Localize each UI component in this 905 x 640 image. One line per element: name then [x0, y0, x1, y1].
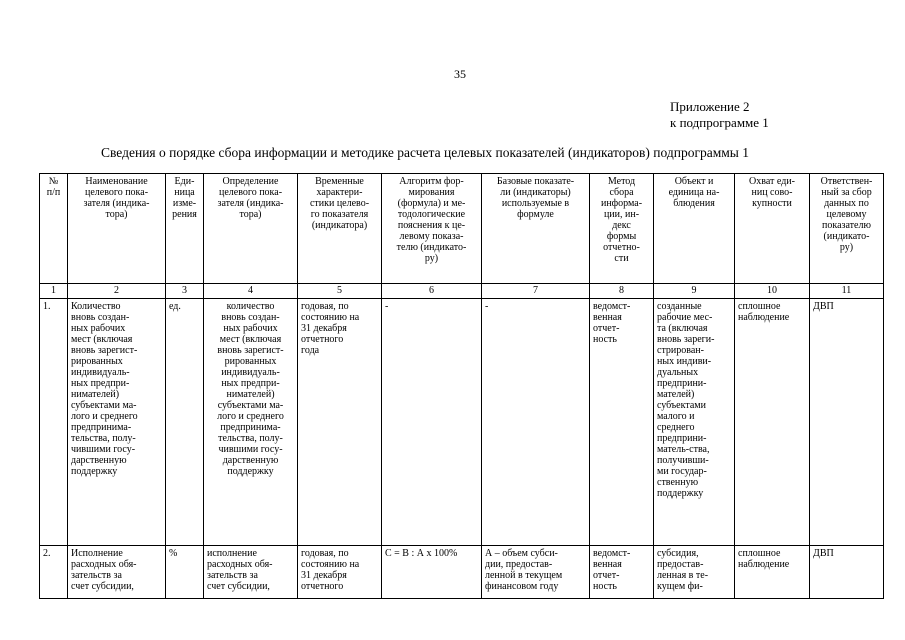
column-number: 8	[590, 284, 654, 299]
column-number: 1	[40, 284, 68, 299]
unit-of-measure: ед.	[166, 299, 204, 546]
column-number: 9	[654, 284, 735, 299]
indicator-definition: количество вновь создан- ных рабочих мест (включая вновь зарегист- рированных индивидуаль- ных предпри- нимателей) субъектами ма- лого и среднего предпринима- тельства, полу- чившими госу- дарственную поддержку	[204, 299, 298, 546]
unit-of-measure: %	[166, 546, 204, 599]
coverage: сплошное наблюдение	[735, 546, 810, 599]
header-cell: Объект и единица на- блюдения	[654, 174, 735, 284]
column-number-row	[40, 284, 884, 299]
row-number: 1.	[40, 299, 68, 546]
collection-method: ведомст- венная отчет- ность	[590, 546, 654, 599]
column-number: 7	[482, 284, 590, 299]
column-number: 5	[298, 284, 382, 299]
base-indicators: А – объем субси- дии, предостав- ленной в текущем финансовом году	[482, 546, 590, 599]
collection-method: ведомст- венная отчет- ность	[590, 299, 654, 546]
table-row	[40, 299, 884, 546]
base-indicators: -	[482, 299, 590, 546]
responsible: ДВП	[810, 299, 884, 546]
header-cell: Ответствен- ный за сбор данных по целевому показателю (индикато- ру)	[810, 174, 884, 284]
column-number: 11	[810, 284, 884, 299]
header-cell: Алгоритм фор- мирования (формула) и ме- тодологические пояснения к це- левому показа- телю (индикато- ру)	[382, 174, 482, 284]
responsible: ДВП	[810, 546, 884, 599]
header-cell: Наименование целевого пока- зателя (индика- тора)	[68, 174, 166, 284]
appendix-line-1: Приложение 2	[670, 99, 750, 114]
formula-algorithm: -	[382, 299, 482, 546]
appendix-line-2: к подпрограмме 1	[670, 115, 769, 130]
indicator-name: Количество вновь создан- ных рабочих мест (включая вновь зарегист- рированных индивидуаль- ных предпри- нимателей) субъектами ма- лого и среднего предпринима- тельства, полу- чившими госу- дарственную поддержку	[68, 299, 166, 546]
header-cell: Временные характери- стики целево- го показателя (индикатора)	[298, 174, 382, 284]
formula-algorithm: С = В : А х 100%	[382, 546, 482, 599]
indicator-definition: исполнение расходных обя- зательств за счет субсидии,	[204, 546, 298, 599]
observation-object: созданные рабочие мес- та (включая вновь зареги- стрирован- ных индиви- дуальных предприни- мателей) субъектами малого и среднего предприни- матель-ства, получивши- ми государ- ственную поддержку	[654, 299, 735, 546]
page-number: 35	[454, 67, 466, 81]
header-cell: Еди- ница изме- рения	[166, 174, 204, 284]
table-header-row	[40, 174, 884, 284]
column-number: 6	[382, 284, 482, 299]
time-characteristics: годовая, по состоянию на 31 декабря отчетного года	[298, 299, 382, 546]
document-title: Сведения о порядке сбора информации и методике расчета целевых показателей (индикаторов) подпрограммы 1	[101, 145, 749, 160]
column-number: 10	[735, 284, 810, 299]
table-row	[40, 546, 884, 599]
header-cell: Определение целевого пока- зателя (индика- тора)	[204, 174, 298, 284]
observation-object: субсидия, предостав- ленная в те- кущем фи-	[654, 546, 735, 599]
header-cell: Метод сбора информа- ции, ин- декс формы отчетно- сти	[590, 174, 654, 284]
appendix-caption	[670, 99, 769, 131]
header-cell: Базовые показате- ли (индикаторы) используемые в формуле	[482, 174, 590, 284]
indicators-table	[39, 173, 884, 599]
column-number: 3	[166, 284, 204, 299]
header-cell: Охват еди- ниц сово- купности	[735, 174, 810, 284]
column-number: 2	[68, 284, 166, 299]
row-number: 2.	[40, 546, 68, 599]
indicator-name: Исполнение расходных обя- зательств за счет субсидии,	[68, 546, 166, 599]
header-cell: № п/п	[40, 174, 68, 284]
column-number: 4	[204, 284, 298, 299]
coverage: сплошное наблюдение	[735, 299, 810, 546]
time-characteristics: годовая, по состоянию на 31 декабря отчетного	[298, 546, 382, 599]
